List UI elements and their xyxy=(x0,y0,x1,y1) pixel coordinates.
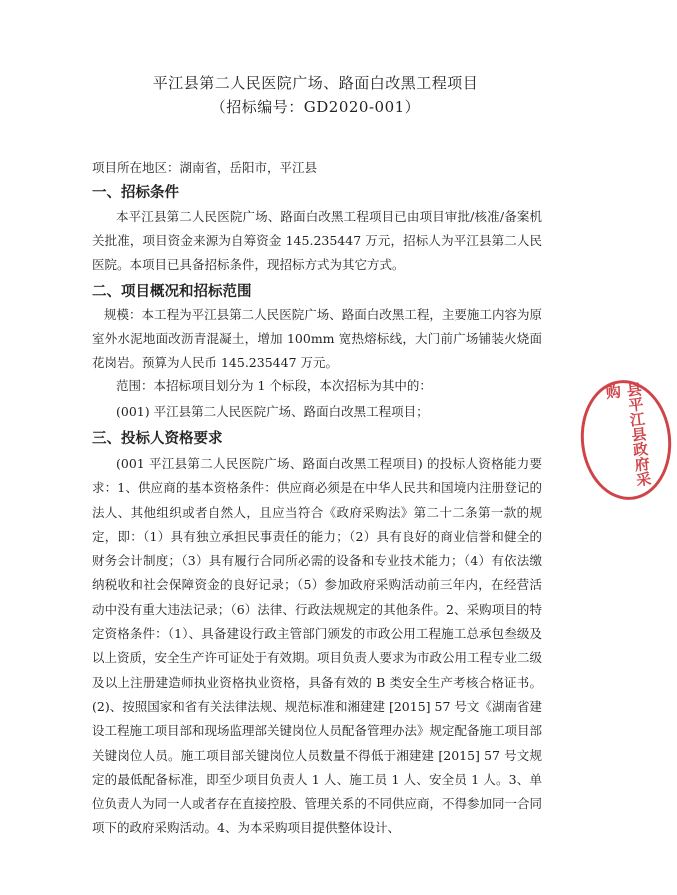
official-seal-stamp xyxy=(575,376,677,505)
section-heading-3: 三、投标人资格要求 xyxy=(92,431,223,447)
section-2-lot-paragraph: (001) 平江县第二人民医院广场、路面白改黑工程项目； xyxy=(116,404,429,419)
bid-number: （招标编号：GD2020-001） xyxy=(210,98,421,116)
section-heading-1: 一、招标条件 xyxy=(92,185,179,201)
section-heading-2: 二、项目概况和招标范围 xyxy=(92,284,252,300)
section-1-paragraph: 本平江县第二人民医院广场、路面白改黑工程项目已由项目审批/核准/备案机关批准，项目资金来源为自筹资金 145.235447 万元，招标人为平江县第二人民医院。本项目已具备招标条件，现招标方式为其它方式。 xyxy=(92,209,542,272)
section-2-scope-paragraph: 范围：本招标项目划分为 1 个标段，本次招标为其中的： xyxy=(116,378,432,393)
section-2-scale-paragraph: 规模：本工程为平江县第二人民医院广场、路面白改黑工程，主要施工内容为原室外水泥地面改沥青混凝土，增加 100mm 宽热熔标线，大门前广场铺装火烧面花岗岩。预算为人民币 145.235447 万元。 xyxy=(92,307,542,370)
stamp-text: 县平江县政府采购 xyxy=(603,381,653,488)
project-location: 项目所在地区：湖南省，岳阳市，平江县 xyxy=(92,160,318,175)
section-3-qualification-paragraph: (001 平江县第二人民医院广场、路面白改黑工程项目) 的投标人资格能力要求：1、供应商的基本资格条件：供应商必须是在中华人民共和国境内注册登记的法人、其他组织或者自然人，且应当符合《政府采购法》第二十二条第一款的规定，即：（1）具有独立承担民事责任的能力；（2）具有良好的商业信誉和健全的财务会计制度；（3）具有履行合同所必需的设备和专业技术能力；（4）有依法缴纳税收和社会保障资金的良好记录；（5）参加政府采购活动前三年内，在经营活动中没有重大违法记录；（6）法律、行政法规规定的其他条件。2、采购项目的特定资格条件：（1）、具备建设行政主管部门颁发的市政公用工程施工总承包叁级及以上资质，安全生产许可证处于有效期。项目负责人要求为市政公用工程专业二级及以上注册建造师执业资格执业资格，具备有效的 B 类安全生产考核合格证书。(2)、按照国家和省有关法律法规、规范标准和湘建建 [2015] 57 号文《湖南省建设工程施工项目部和现场监理部关键岗位人员配备管理办法》规定配备施工项目部关键岗位人员。施工项目部关键岗位人员数量不得低于湘建建 [2015] 57 号文规定的最低配备标准，即至少项目负责人 1 人、施工员 1 人、安全员 1 人。3、单位负责人为同一人或者存在直接控股、管理关系的不同供应商，不得参加同一合同项下的政府采购活动。4、为本采购项目提供整体设计、 xyxy=(92,456,543,836)
document-title: 平江县第二人民医院广场、路面白改黑工程项目 xyxy=(152,74,479,92)
